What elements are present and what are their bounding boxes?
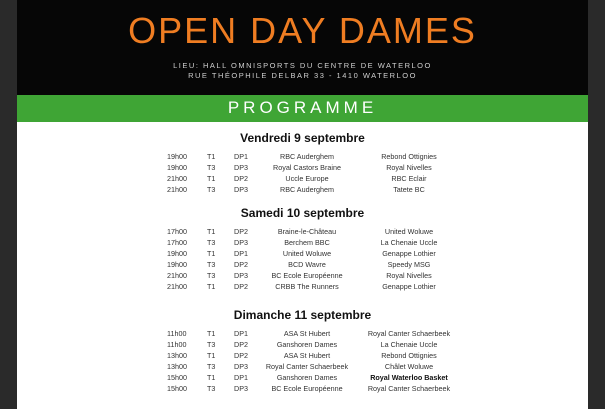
match-team: T3 bbox=[207, 271, 216, 280]
match-division: DP2 bbox=[234, 174, 248, 183]
away-team: La Chenaie Uccle bbox=[380, 238, 438, 247]
home-team: BC Ecole Européenne bbox=[271, 271, 343, 280]
home-team: Uccle Europe bbox=[285, 174, 329, 183]
home-team: Royal Canter Schaerbeek bbox=[265, 362, 349, 371]
match-team: T1 bbox=[207, 174, 216, 183]
match-time: 19h00 bbox=[167, 260, 187, 269]
right-frame bbox=[588, 0, 605, 409]
programme-label: PROGRAMME bbox=[227, 98, 378, 117]
match-row bbox=[17, 361, 588, 372]
programme-band bbox=[17, 95, 588, 122]
match-time: 13h00 bbox=[167, 362, 187, 371]
away-team: Genappe Lothier bbox=[382, 249, 436, 258]
match-time: 11h00 bbox=[167, 340, 187, 349]
match-division: DP1 bbox=[234, 152, 248, 161]
match-time: 19h00 bbox=[167, 249, 187, 258]
match-division: DP2 bbox=[234, 227, 248, 236]
home-team: Berchem BBC bbox=[284, 238, 330, 247]
home-team: United Woluwe bbox=[282, 249, 332, 258]
match-row bbox=[17, 328, 588, 339]
match-time: 17h00 bbox=[167, 227, 187, 236]
match-row bbox=[17, 339, 588, 350]
match-row bbox=[17, 372, 588, 383]
left-frame bbox=[0, 0, 17, 409]
away-team: Speedy MSG bbox=[387, 260, 431, 269]
match-time: 19h00 bbox=[167, 163, 187, 172]
day-section bbox=[17, 205, 588, 292]
venue-line-2: RUE THÉOPHILE DELBAR 33 - 1410 WATERLOO bbox=[188, 71, 417, 80]
away-team: Châlet Woluwe bbox=[384, 362, 434, 371]
day-title: Vendredi 9 septembre bbox=[240, 131, 365, 145]
poster-title: OPEN DAY DAMES bbox=[128, 10, 477, 51]
match-team: T1 bbox=[207, 282, 216, 291]
match-team: T3 bbox=[207, 163, 216, 172]
match-time: 17h00 bbox=[167, 238, 187, 247]
match-row bbox=[17, 237, 588, 248]
away-team: Rebond Ottignies bbox=[381, 152, 437, 161]
match-time: 21h00 bbox=[167, 185, 187, 194]
away-team: RBC Eclair bbox=[391, 174, 427, 183]
match-team: T3 bbox=[207, 260, 216, 269]
match-division: DP3 bbox=[234, 185, 248, 194]
away-team: Genappe Lothier bbox=[382, 282, 436, 291]
match-time: 11h00 bbox=[167, 329, 187, 338]
away-team: Rebond Ottignies bbox=[381, 351, 437, 360]
day-title: Samedi 10 septembre bbox=[240, 206, 365, 220]
match-division: DP3 bbox=[234, 362, 248, 371]
match-row bbox=[17, 226, 588, 237]
match-row bbox=[17, 350, 588, 361]
away-team: United Woluwe bbox=[384, 227, 434, 236]
match-row bbox=[17, 383, 588, 394]
day-section bbox=[17, 130, 588, 195]
match-row bbox=[17, 173, 588, 184]
away-team: Royal Nivelles bbox=[386, 271, 432, 280]
match-team: T1 bbox=[207, 227, 216, 236]
match-team: T3 bbox=[207, 238, 216, 247]
match-row bbox=[17, 248, 588, 259]
home-team: Ganshoren Dames bbox=[276, 373, 338, 382]
match-row bbox=[17, 270, 588, 281]
match-time: 15h00 bbox=[167, 384, 187, 393]
away-team: La Chenaie Uccle bbox=[380, 340, 438, 349]
match-division: DP2 bbox=[234, 340, 248, 349]
home-team: Royal Castors Braine bbox=[273, 163, 341, 172]
poster-header bbox=[17, 0, 588, 95]
match-time: 15h00 bbox=[167, 373, 187, 382]
poster bbox=[17, 0, 588, 409]
home-team: Braine-le-Château bbox=[277, 227, 337, 236]
match-team: T3 bbox=[207, 362, 216, 371]
match-division: DP3 bbox=[234, 384, 248, 393]
match-team: T3 bbox=[207, 185, 216, 194]
match-division: DP1 bbox=[234, 249, 248, 258]
away-team: Royal Nivelles bbox=[386, 163, 432, 172]
match-team: T3 bbox=[207, 340, 216, 349]
home-team: BCD Wavre bbox=[288, 260, 326, 269]
home-team: ASA St Hubert bbox=[283, 351, 331, 360]
match-row bbox=[17, 184, 588, 195]
match-division: DP3 bbox=[234, 238, 248, 247]
day-section bbox=[17, 307, 588, 394]
match-row bbox=[17, 162, 588, 173]
away-team: Royal Canter Schaerbeek bbox=[367, 329, 451, 338]
match-row bbox=[17, 281, 588, 292]
match-division: DP2 bbox=[234, 351, 248, 360]
match-row bbox=[17, 259, 588, 270]
match-team: T3 bbox=[207, 384, 216, 393]
match-time: 19h00 bbox=[167, 152, 187, 161]
home-team: ASA St Hubert bbox=[283, 329, 331, 338]
match-division: DP2 bbox=[234, 260, 248, 269]
match-time: 21h00 bbox=[167, 174, 187, 183]
match-team: T1 bbox=[207, 249, 216, 258]
away-team: Royal Waterloo Basket bbox=[370, 373, 448, 382]
match-team: T1 bbox=[207, 373, 216, 382]
match-row bbox=[17, 151, 588, 162]
match-team: T1 bbox=[207, 152, 216, 161]
home-team: Ganshoren Dames bbox=[276, 340, 338, 349]
home-team: BC Ecole Européenne bbox=[271, 384, 343, 393]
day-title: Dimanche 11 septembre bbox=[233, 308, 372, 322]
away-team: Tatete BC bbox=[393, 185, 425, 194]
home-team: CRBB The Runners bbox=[275, 282, 339, 291]
match-division: DP1 bbox=[234, 329, 248, 338]
home-team: RBC Auderghem bbox=[280, 152, 334, 161]
match-team: T1 bbox=[207, 351, 216, 360]
venue-line-1: LIEU: HALL OMNISPORTS DU CENTRE DE WATERLOO bbox=[173, 61, 432, 70]
match-division: DP2 bbox=[234, 282, 248, 291]
match-division: DP3 bbox=[234, 271, 248, 280]
away-team: Royal Canter Schaerbeek bbox=[367, 384, 451, 393]
match-division: DP1 bbox=[234, 373, 248, 382]
home-team: RBC Auderghem bbox=[280, 185, 334, 194]
match-time: 21h00 bbox=[167, 282, 187, 291]
match-division: DP3 bbox=[234, 163, 248, 172]
match-time: 21h00 bbox=[167, 271, 187, 280]
match-team: T1 bbox=[207, 329, 216, 338]
match-time: 13h00 bbox=[167, 351, 187, 360]
